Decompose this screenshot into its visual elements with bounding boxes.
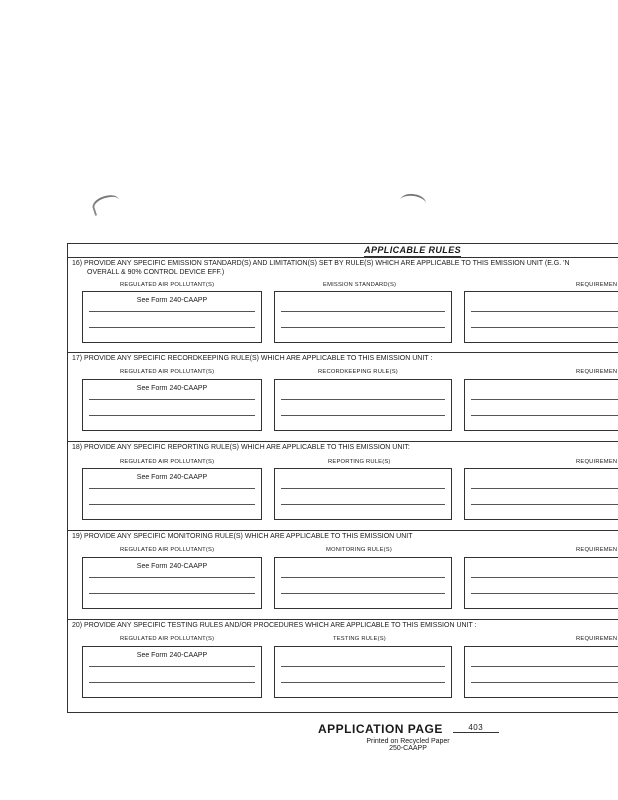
- application-page-label: APPLICATION PAGE: [318, 722, 443, 736]
- see-form-reference: See Form 240-CAAPP: [136, 385, 208, 392]
- requirement-box[interactable]: [464, 646, 618, 698]
- see-form-reference: See Form 240-CAAPP: [136, 297, 208, 304]
- section-testing: [68, 619, 618, 712]
- section-emission-standards: [68, 258, 618, 350]
- col-pollutant-header: REGULATED AIR POLLUTANT(S): [120, 459, 215, 465]
- punch-hole-left: [90, 192, 122, 216]
- recycled-paper-note: Printed on Recycled Paper: [366, 738, 450, 745]
- col-reporting-header: REPORTING RULE(S): [328, 459, 391, 465]
- form-title: APPLICABLE RULES: [364, 245, 461, 255]
- monitoring-box[interactable]: [274, 557, 452, 609]
- col-pollutant-header: REGULATED AIR POLLUTANT(S): [120, 636, 215, 642]
- col-requirement-header: REQUIREMEN: [576, 547, 618, 553]
- standard-box[interactable]: [274, 291, 452, 343]
- pollutant-box[interactable]: [82, 557, 262, 609]
- question-20: 20) PROVIDE ANY SPECIFIC TESTING RULES AND/OR PROCEDURES WHICH ARE APPLICABLE TO THIS EMISSION UNIT :: [72, 622, 477, 629]
- see-form-reference: See Form 240-CAAPP: [136, 474, 208, 481]
- testing-box[interactable]: [274, 646, 452, 698]
- col-pollutant-header: REGULATED AIR POLLUTANT(S): [120, 547, 215, 553]
- form-number: 250-CAAPP: [389, 745, 427, 752]
- col-requirement-header: REQUIREMEN: [576, 636, 618, 642]
- pollutant-box[interactable]: [82, 379, 262, 431]
- question-16-continued: OVERALL & 90% CONTROL DEVICE EFF.): [87, 269, 225, 276]
- col-requirement-header: REQUIREMEN: [576, 459, 618, 465]
- pollutant-box[interactable]: [82, 646, 262, 698]
- question-18: 18) PROVIDE ANY SPECIFIC REPORTING RULE(S) WHICH ARE APPLICABLE TO THIS EMISSION UNIT:: [72, 444, 410, 451]
- section-monitoring: [68, 530, 618, 619]
- col-standard-header: EMISSION STANDARD(S): [323, 282, 397, 288]
- question-16: 16) PROVIDE ANY SPECIFIC EMISSION STANDARD(S) AND LIMITATION(S) SET BY RULE(S) WHICH ARE APPLICABLE TO THIS EMISSION UNIT (E.G. 'N: [72, 260, 570, 267]
- requirement-box[interactable]: [464, 468, 618, 520]
- question-17: 17) PROVIDE ANY SPECIFIC RECORDKEEPING RULE(S) WHICH ARE APPLICABLE TO THIS EMISSION UNIT :: [72, 355, 433, 362]
- question-19: 19) PROVIDE ANY SPECIFIC MONITORING RULE(S) WHICH ARE APPLICABLE TO THIS EMISSION UNIT: [72, 533, 413, 540]
- section-recordkeeping: [68, 352, 618, 441]
- requirement-box[interactable]: [464, 557, 618, 609]
- col-recordkeeping-header: RECORDKEEPING RULE(S): [318, 369, 398, 375]
- applicable-rules-form: [67, 243, 618, 713]
- section-reporting: [68, 441, 618, 530]
- reporting-box[interactable]: [274, 468, 452, 520]
- requirement-box[interactable]: [464, 291, 618, 343]
- see-form-reference: See Form 240-CAAPP: [136, 652, 208, 659]
- page-number: 403: [453, 723, 499, 733]
- col-monitoring-header: MONITORING RULE(S): [326, 547, 392, 553]
- col-testing-header: TESTING RULE(S): [333, 636, 386, 642]
- see-form-reference: See Form 240-CAAPP: [136, 563, 208, 570]
- page-footer: [318, 722, 498, 752]
- col-pollutant-header: REGULATED AIR POLLUTANT(S): [120, 369, 215, 375]
- col-pollutant-header: REGULATED AIR POLLUTANT(S): [120, 282, 215, 288]
- recordkeeping-box[interactable]: [274, 379, 452, 431]
- requirement-box[interactable]: [464, 379, 618, 431]
- punch-hole-right: [399, 192, 427, 211]
- col-requirement-header: REQUIREMEN: [576, 282, 618, 288]
- pollutant-box[interactable]: [82, 468, 262, 520]
- pollutant-box[interactable]: [82, 291, 262, 343]
- col-requirement-header: REQUIREMEN: [576, 369, 618, 375]
